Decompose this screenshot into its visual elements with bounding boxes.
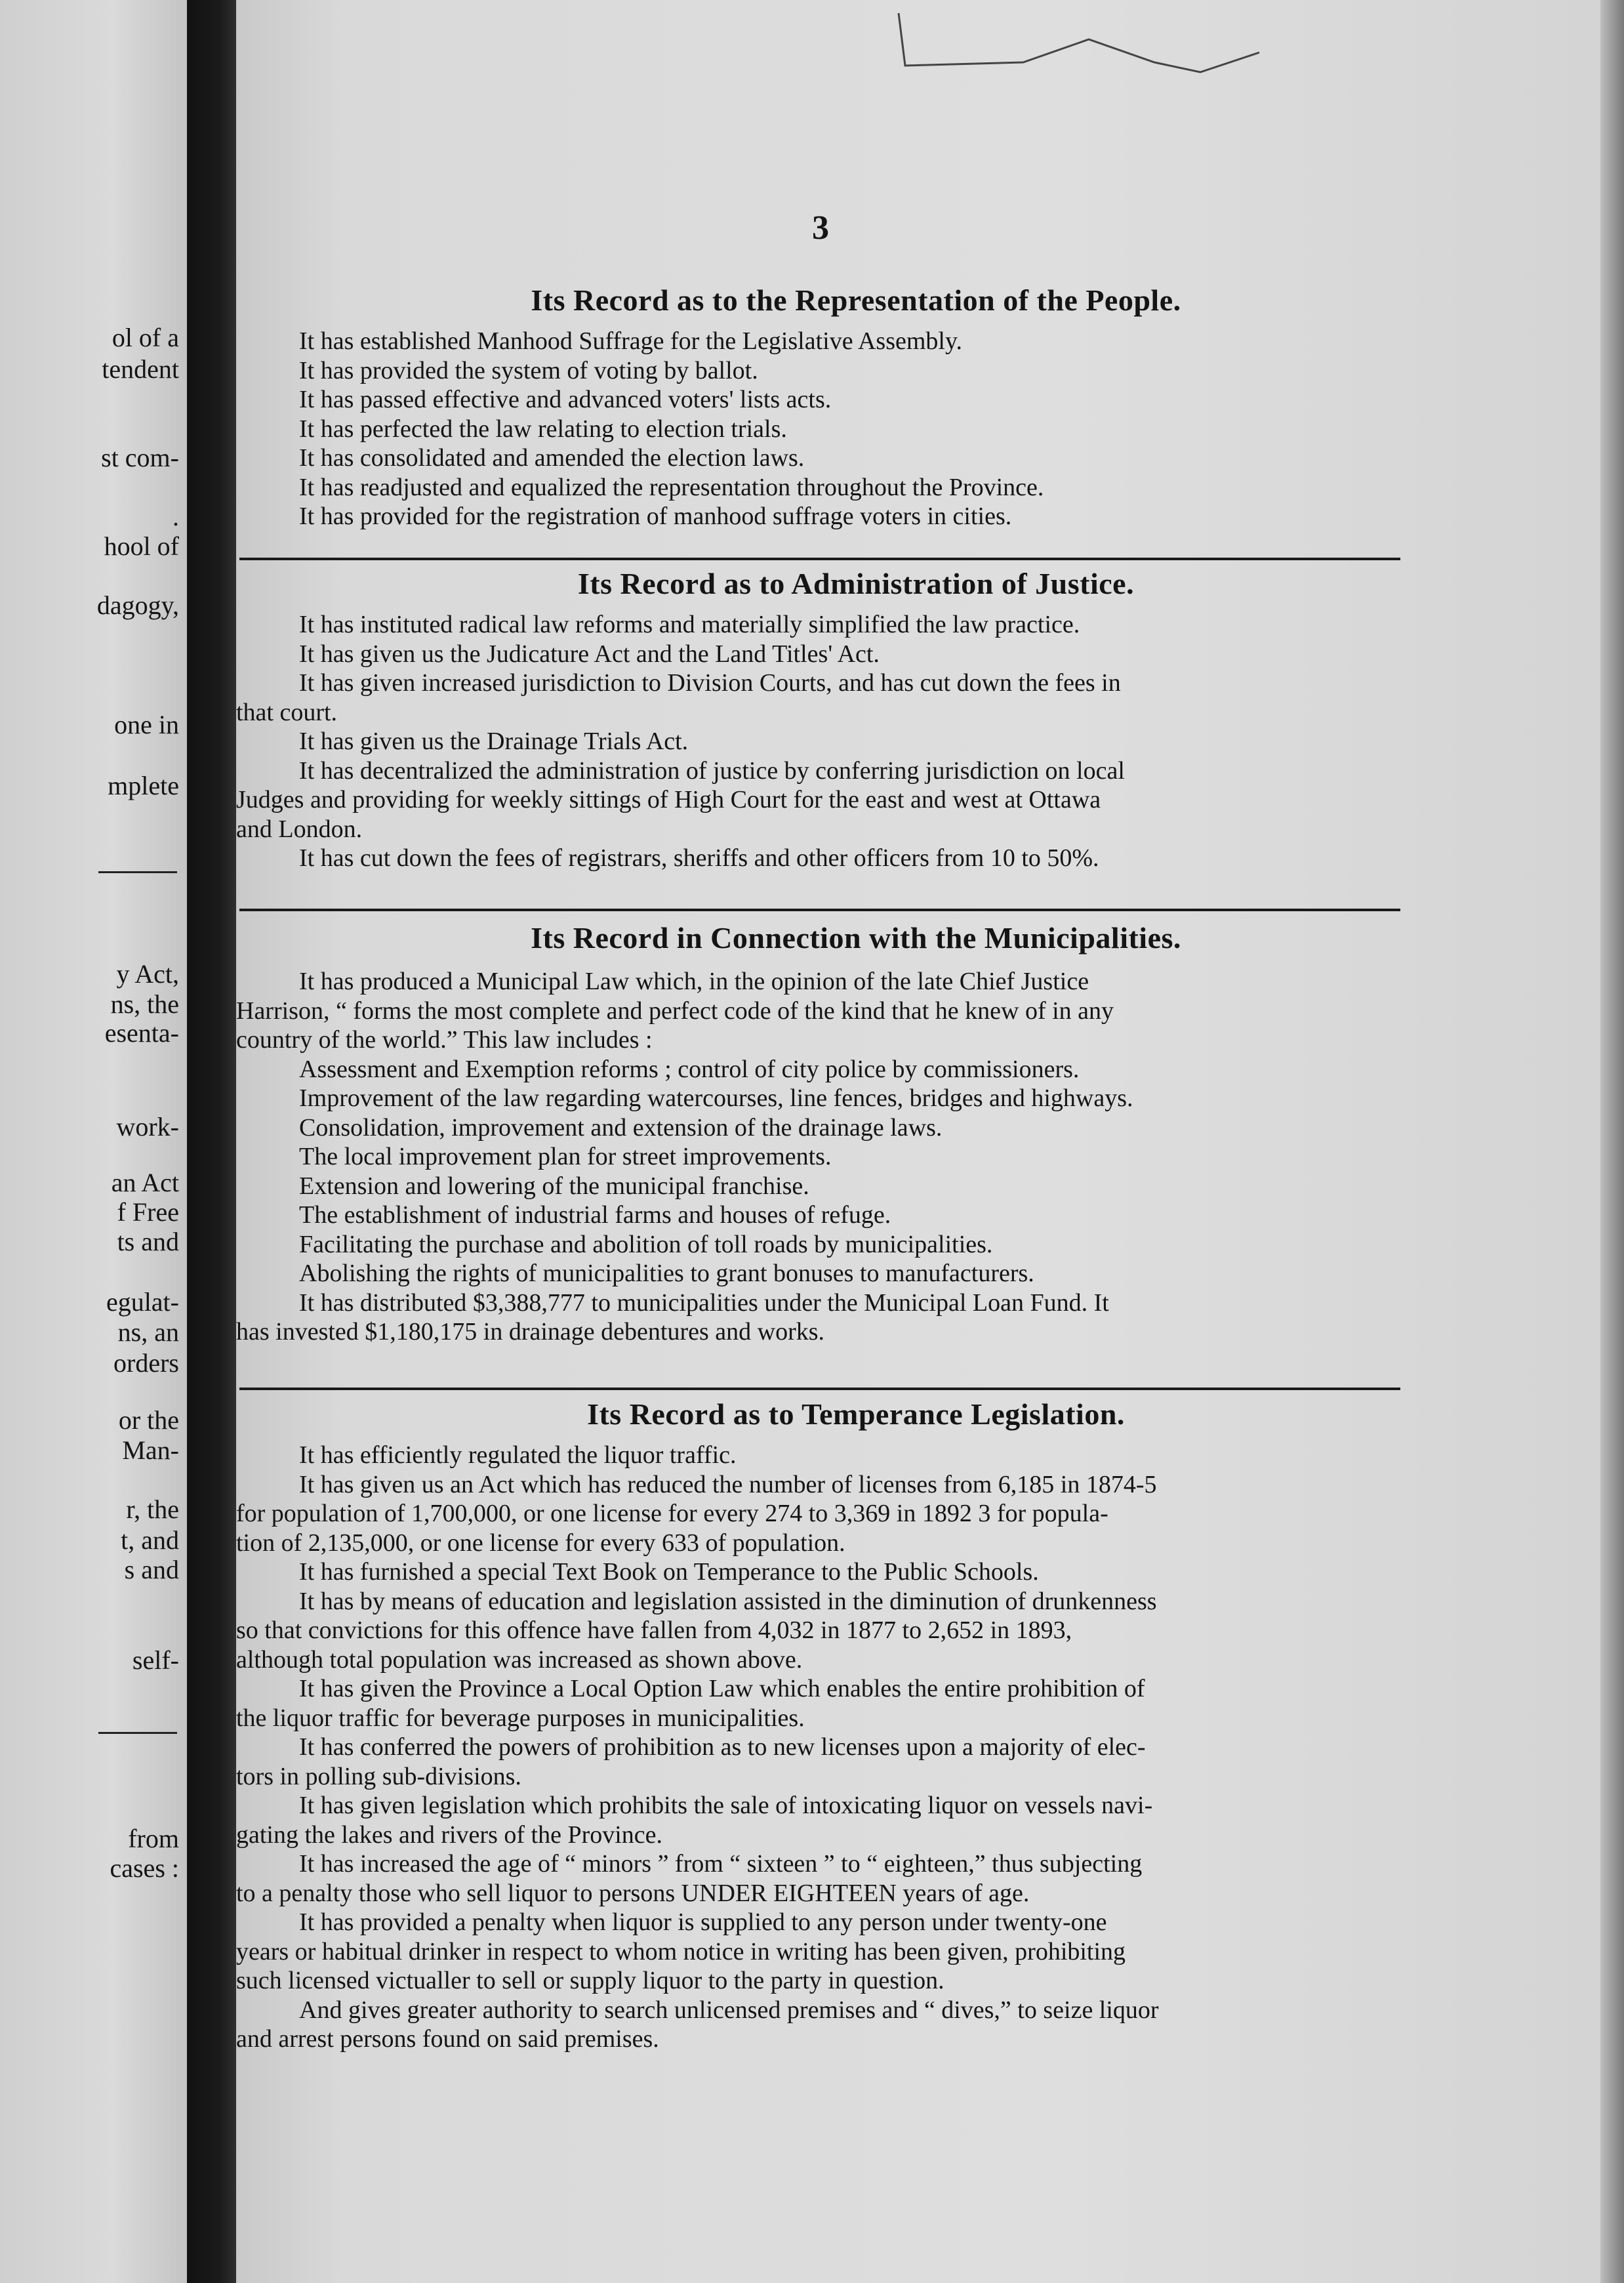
list-item: The establishment of industrial farms and houses of refuge. xyxy=(299,1201,891,1229)
text-line: the liquor traffic for beverage purposes in municipalities. xyxy=(236,1704,805,1732)
text-line: to a penalty those who sell liquor to persons UNDER EIGHTEEN years of age. xyxy=(236,1879,1030,1907)
text-line: It has given the Province a Local Option Law which enables the entire prohibition of xyxy=(299,1675,1145,1702)
left-fragment: tendent xyxy=(102,354,179,384)
left-fragment: ns, an xyxy=(117,1317,179,1347)
text-line: It has consolidated and amended the election laws. xyxy=(299,444,805,472)
text-line: And gives greater authority to search unlicensed premises and “ dives,” to seize liquor xyxy=(299,1996,1159,2024)
list-item: Facilitating the purchase and abolition of toll roads by municipalities. xyxy=(299,1230,993,1258)
text-line: It has efficiently regulated the liquor traffic. xyxy=(299,1441,737,1469)
text-line: It has perfected the law relating to election trials. xyxy=(299,415,787,443)
text-line: Harrison, “ forms the most complete and perfect code of the kind that he knew of in any xyxy=(236,997,1114,1025)
section-heading: Its Record in Connection with the Municipalities. xyxy=(531,921,1181,955)
list-item: The local improvement plan for street improvements. xyxy=(299,1143,832,1170)
text-line: and London. xyxy=(236,815,363,843)
left-fragment: f Free xyxy=(117,1197,179,1227)
left-fragment: an Act xyxy=(111,1168,179,1197)
text-line: tors in polling sub-divisions. xyxy=(236,1762,521,1790)
section-heading: Its Record as to Administration of Justice. xyxy=(577,567,1135,600)
torn-edge-mark xyxy=(892,0,1286,85)
section-justice xyxy=(236,566,1417,873)
text-line: It has produced a Municipal Law which, in the opinion of the late Chief Justice xyxy=(299,968,1089,995)
left-page-fragment xyxy=(0,0,187,2283)
left-fragment: egulat- xyxy=(106,1287,179,1317)
left-fragment: one in xyxy=(114,710,179,739)
section-divider xyxy=(239,1388,1400,1390)
text-line: It has distributed $3,388,777 to municipalities under the Municipal Loan Fund. It xyxy=(299,1288,1109,1317)
left-fragment: ol of a xyxy=(112,323,179,352)
text-line: It has by means of education and legislation assisted in the diminution of drunkenness xyxy=(299,1587,1157,1615)
text-line: although total population was increased as shown above. xyxy=(236,1645,803,1674)
text-line: so that convictions for this offence have fallen from 4,032 in 1877 to 2,652 in 1893, xyxy=(236,1616,1072,1644)
left-fragment: t, and xyxy=(121,1525,179,1555)
list-item: Abolishing the rights of municipalities to grant bonuses to manufacturers. xyxy=(299,1260,1034,1287)
text-line: It has passed effective and advanced voters' lists acts. xyxy=(299,386,832,413)
left-fragment: mplete xyxy=(108,771,179,800)
text-line: It has increased the age of “ minors ” from “ sixteen ” to “ eighteen,” thus subjecting xyxy=(299,1850,1143,1878)
text-line: It has established Manhood Suffrage for the Legislative Assembly. xyxy=(299,327,963,355)
left-fragment: cases : xyxy=(110,1853,179,1883)
left-fragment: work- xyxy=(116,1112,179,1142)
left-fragment: st com- xyxy=(101,443,179,472)
section-divider xyxy=(239,558,1400,560)
text-line: It has provided a penalty when liquor is supplied to any person under twenty-one xyxy=(299,1908,1107,1936)
left-fragment: orders xyxy=(113,1348,179,1378)
text-line: It has cut down the fees of registrars, sheriffs and other officers from 10 to 50%. xyxy=(299,844,1099,872)
left-fragment: y Act, xyxy=(116,959,179,989)
section-temperance xyxy=(236,1396,1417,2054)
left-fragment: r, the xyxy=(126,1494,179,1524)
list-item: Improvement of the law regarding watercourses, line fences, bridges and highways. xyxy=(299,1084,1133,1112)
list-item: Consolidation, improvement and extension of the drainage laws. xyxy=(299,1113,943,1142)
left-fragment: esenta- xyxy=(104,1018,179,1048)
text-line: for population of 1,700,000, or one license for every 274 to 3,369 in 1892 3 for popula- xyxy=(236,1500,1108,1527)
text-line: It has instituted radical law reforms and materially simplified the law practice. xyxy=(299,611,1080,638)
section-divider xyxy=(239,909,1400,911)
page-number: 3 xyxy=(812,209,829,247)
text-line: and arrest persons found on said premises. xyxy=(236,2025,659,2053)
page-edge-shadow xyxy=(1600,0,1624,2283)
left-divider xyxy=(98,1732,177,1734)
text-line: It has given us the Drainage Trials Act. xyxy=(299,728,689,755)
text-line: It has provided the system of voting by ballot. xyxy=(299,356,758,384)
left-fragment: self- xyxy=(132,1645,179,1675)
text-line: gating the lakes and rivers of the Province. xyxy=(236,1820,663,1849)
text-line: country of the world.” This law includes : xyxy=(236,1026,653,1054)
list-item: Assessment and Exemption reforms ; control of city police by commissioners. xyxy=(299,1055,1080,1083)
list-item: Extension and lowering of the municipal franchise. xyxy=(299,1172,809,1200)
text-line: It has given increased jurisdiction to Division Courts, and has cut down the fees in xyxy=(299,669,1121,697)
text-line: It has given us an Act which has reduced the number of licenses from 6,185 in 1874-5 xyxy=(299,1470,1157,1498)
left-fragment: hool of xyxy=(104,531,179,561)
left-divider xyxy=(98,871,177,873)
text-line: Judges and providing for weekly sittings of High Court for the east and west at Ottawa xyxy=(236,786,1101,813)
text-line: It has decentralized the administration of justice by conferring jurisdiction on local xyxy=(299,756,1125,785)
text-line: It has conferred the powers of prohibition as to new licenses upon a majority of elec- xyxy=(299,1733,1146,1761)
left-fragment: s and xyxy=(124,1555,179,1584)
section-representation xyxy=(236,282,1417,531)
text-line: It has provided for the registration of manhood suffrage voters in cities. xyxy=(299,503,1012,530)
text-line: It has furnished a special Text Book on Temperance to the Public Schools. xyxy=(299,1558,1039,1586)
text-line: It has given us the Judicature Act and the Land Titles' Act. xyxy=(299,640,880,668)
section-municipalities xyxy=(236,920,1417,1347)
left-fragment: . xyxy=(173,502,179,531)
text-line: It has readjusted and equalized the representation throughout the Province. xyxy=(299,473,1044,501)
left-fragment: dagogy, xyxy=(96,590,179,620)
left-fragment: from xyxy=(128,1824,179,1853)
text-line: tion of 2,135,000, or one license for every 633 of population. xyxy=(236,1529,845,1557)
text-line: It has given legislation which prohibits the sale of intoxicating liquor on vessels navi- xyxy=(299,1792,1153,1819)
text-line: that court. xyxy=(236,698,338,726)
left-fragment: ns, the xyxy=(110,989,179,1019)
section-heading: Its Record as to Temperance Legislation. xyxy=(587,1397,1125,1431)
text-line: such licensed victualler to sell or supply liquor to the party in question. xyxy=(236,1967,944,1994)
left-fragment: Man- xyxy=(122,1435,179,1465)
text-line: has invested $1,180,175 in drainage debentures and works. xyxy=(236,1318,825,1346)
left-fragment: or the xyxy=(118,1405,179,1435)
section-heading: Its Record as to the Representation of the People. xyxy=(531,283,1181,317)
text-line: years or habitual drinker in respect to whom notice in writing has been given, prohibiting xyxy=(236,1937,1126,1965)
left-fragment: ts and xyxy=(117,1227,179,1256)
